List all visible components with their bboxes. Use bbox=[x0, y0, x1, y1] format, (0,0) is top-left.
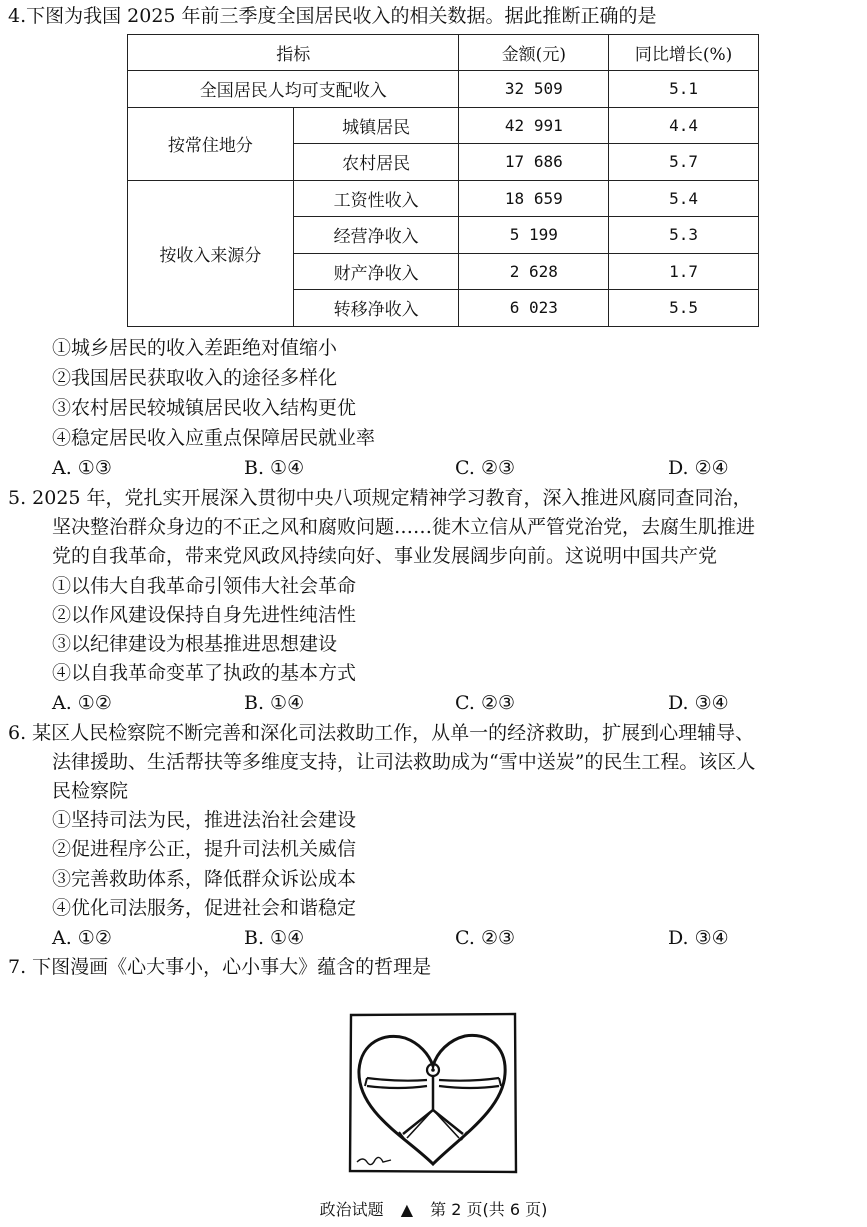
row-amount: 18 659 bbox=[459, 180, 609, 217]
q5-stem-line-2: 坚决整治群众身边的不正之风和腐败问题……徙木立信从严管党治党，去腐生肌推进 bbox=[52, 516, 756, 538]
q4-answer-d: D. ②④ bbox=[668, 457, 729, 479]
q6-stem-line-2: 法律援助、生活帮扶等多维度支持，让司法救助成为“雪中送炭”的民生工程。该区人 bbox=[52, 751, 756, 773]
row-amount: 17 686 bbox=[459, 144, 609, 181]
table-row bbox=[128, 71, 759, 108]
row-label: 转移净收入 bbox=[293, 290, 459, 327]
row-growth: 5.7 bbox=[609, 144, 759, 181]
row-amount: 6 023 bbox=[459, 290, 609, 327]
q6-answer-a: A. ①② bbox=[52, 927, 112, 949]
row-growth: 1.7 bbox=[609, 253, 759, 290]
triangle-icon: ▲ bbox=[400, 1200, 414, 1219]
row-amount: 5 199 bbox=[459, 217, 609, 254]
row-label: 农村居民 bbox=[293, 144, 459, 181]
header-indicator: 指标 bbox=[128, 35, 459, 71]
q5-option-3: ③以纪律建设为根基推进思想建设 bbox=[52, 633, 338, 655]
q5-option-1: ①以伟大自我革命引领伟大社会革命 bbox=[52, 575, 357, 597]
q6-stem-line-1: 6. 某区人民检察院不断完善和深化司法救助工作，从单一的经济救助，扩展到心理辅导、 bbox=[8, 722, 755, 744]
row-label: 经营净收入 bbox=[293, 217, 459, 254]
footer-subject: 政治试题 bbox=[319, 1200, 384, 1219]
q6-answer-c: C. ②③ bbox=[455, 927, 516, 949]
q6-answer-d: D. ③④ bbox=[668, 927, 729, 949]
footer-page-number: 第 2 页(共 6 页) bbox=[430, 1200, 548, 1219]
q7-stem: 7. 下图漫画《心大事小，心小事大》蕴含的哲理是 bbox=[8, 956, 432, 978]
table-row bbox=[128, 180, 759, 217]
row-label: 工资性收入 bbox=[293, 180, 459, 217]
row-growth: 5.4 bbox=[609, 180, 759, 217]
q6-option-1: ①坚持司法为民，推进法治社会建设 bbox=[52, 809, 357, 831]
row-amount: 2 628 bbox=[459, 253, 609, 290]
table-header-row bbox=[128, 35, 759, 71]
row-label: 财产净收入 bbox=[293, 253, 459, 290]
row-growth: 5.3 bbox=[609, 217, 759, 254]
q5-option-2: ②以作风建设保持自身先进性纯洁性 bbox=[52, 604, 357, 626]
group-label: 按收入来源分 bbox=[128, 180, 294, 326]
row-label: 全国居民人均可支配收入 bbox=[128, 71, 459, 108]
q5-answer-a: A. ①② bbox=[52, 692, 112, 714]
q5-answer-c: C. ②③ bbox=[455, 692, 516, 714]
q4-option-3: ③农村居民较城镇居民收入结构更优 bbox=[52, 397, 357, 419]
header-amount: 金额(元) bbox=[459, 35, 609, 71]
group-label: 按常住地分 bbox=[128, 107, 294, 180]
q5-stem-line-1: 5. 2025 年，党扎实开展深入贯彻中央八项规定精神学习教育，深入推进风腐同查同治， bbox=[8, 487, 752, 509]
row-growth: 5.5 bbox=[609, 290, 759, 327]
q5-option-4: ④以自我革命变革了执政的基本方式 bbox=[52, 662, 357, 684]
heart-cartoon-image bbox=[347, 1012, 519, 1174]
row-amount: 32 509 bbox=[459, 71, 609, 108]
q5-answer-b: B. ①④ bbox=[244, 692, 305, 714]
row-label: 城镇居民 bbox=[293, 107, 459, 144]
row-growth: 4.4 bbox=[609, 107, 759, 144]
q6-answer-b: B. ①④ bbox=[244, 927, 305, 949]
q4-option-1: ①城乡居民的收入差距绝对值缩小 bbox=[52, 337, 338, 359]
q5-stem-line-3: 党的自我革命，带来党风政风持续向好、事业发展阔步向前。这说明中国共产党 bbox=[52, 545, 718, 567]
q6-option-4: ④优化司法服务，促进社会和谐稳定 bbox=[52, 897, 357, 919]
q4-answer-a: A. ①③ bbox=[52, 457, 112, 479]
table-row bbox=[128, 107, 759, 144]
q4-option-4: ④稳定居民收入应重点保障居民就业率 bbox=[52, 427, 376, 449]
income-table bbox=[127, 34, 759, 327]
q6-stem-line-3: 民检察院 bbox=[52, 780, 129, 802]
q6-option-2: ②促进程序公正，提升司法机关威信 bbox=[52, 838, 357, 860]
header-growth: 同比增长(%) bbox=[609, 35, 759, 71]
q5-answer-d: D. ③④ bbox=[668, 692, 729, 714]
row-growth: 5.1 bbox=[609, 71, 759, 108]
q4-answer-c: C. ②③ bbox=[455, 457, 516, 479]
row-amount: 42 991 bbox=[459, 107, 609, 144]
q4-stem: 4.下图为我国 2025 年前三季度全国居民收入的相关数据。据此推断正确的是 bbox=[8, 5, 657, 27]
q6-option-3: ③完善救助体系，降低群众诉讼成本 bbox=[52, 868, 357, 890]
q4-answer-b: B. ①④ bbox=[244, 457, 305, 479]
q4-option-2: ②我国居民获取收入的途径多样化 bbox=[52, 367, 338, 389]
page-footer bbox=[0, 1197, 867, 1220]
